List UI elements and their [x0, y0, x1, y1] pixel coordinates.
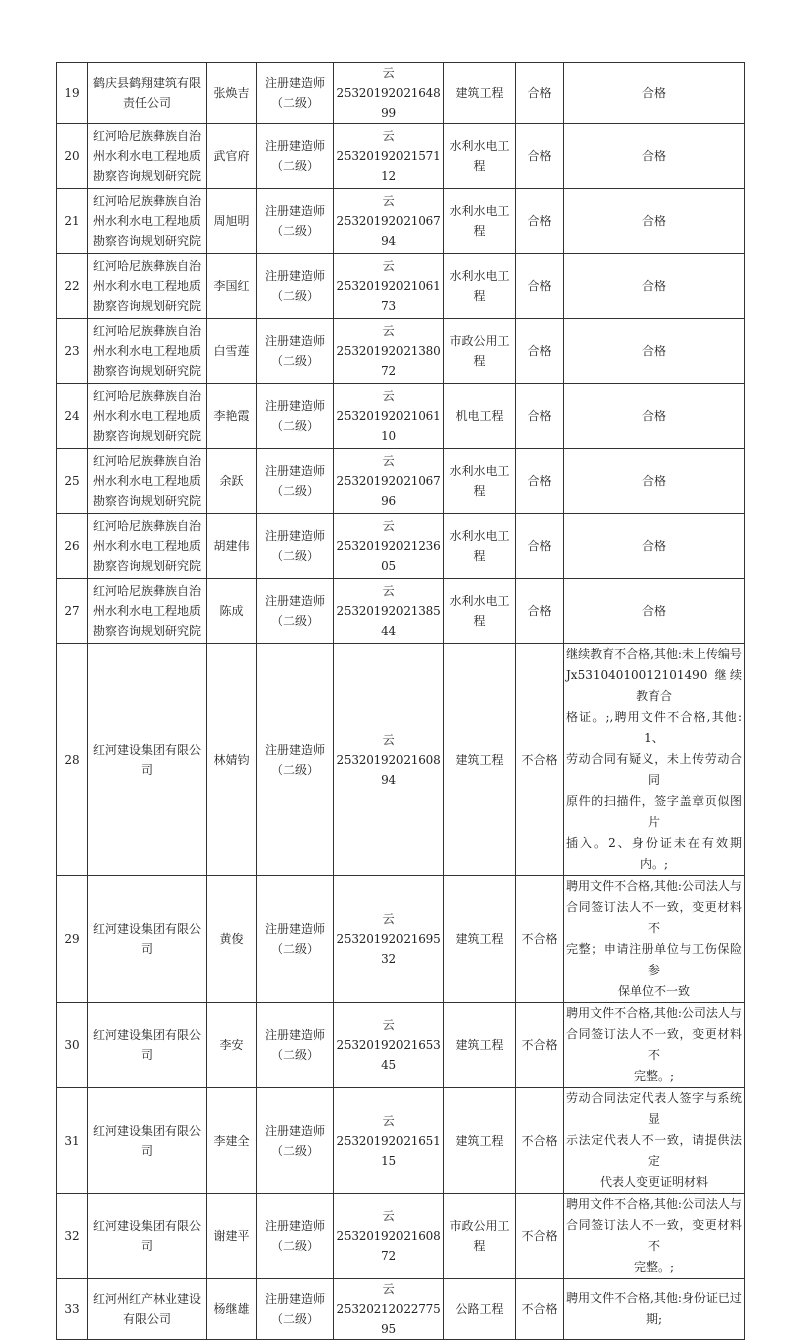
certificate-type-line: （二级） [270, 484, 319, 498]
certificate-type-line: （二级） [270, 1312, 319, 1326]
certificate-type-line: 注册建造师 [264, 529, 325, 543]
registration-number [334, 1003, 444, 1088]
company-name-line: 鹤庆县鹤翔建筑有限 [92, 76, 201, 90]
major-line: 水利水电工 [449, 204, 510, 218]
table-row [57, 1194, 745, 1279]
company-name-line: 红河州红产林业建设 [92, 1292, 201, 1306]
registration-number-line: 云 [382, 259, 395, 273]
major [444, 254, 516, 319]
certificate-type-line: 注册建造师 [264, 1123, 325, 1138]
table-row [57, 876, 745, 1003]
row-number: 26 [57, 514, 88, 579]
major [444, 579, 516, 644]
major-line: 水利水电工 [449, 529, 510, 543]
person-name: 林婧钧 [207, 644, 257, 876]
table-row [57, 254, 745, 319]
row-number: 21 [57, 189, 88, 254]
company-name [88, 124, 207, 189]
registration-number-line: 云 [382, 389, 395, 403]
registration-number-line: 云 [382, 1282, 395, 1296]
row-number: 27 [57, 579, 88, 644]
company-name-line: 勘察咨询规划研究院 [92, 559, 201, 573]
registration-number [334, 1194, 444, 1279]
certificate-type-line: （二级） [270, 419, 319, 433]
company-name-line: 州水利水电工程地质 [92, 474, 201, 488]
review-result: 合格 [516, 124, 564, 189]
company-name [88, 63, 207, 124]
major-line: 程 [473, 549, 486, 563]
certificate-type [257, 876, 334, 1003]
certificate-type-line: 注册建造师 [264, 139, 325, 153]
major [444, 514, 516, 579]
remark [564, 189, 745, 254]
review-result: 不合格 [516, 1003, 564, 1088]
table-row [57, 449, 745, 514]
remark-line: 示法定代表人不一致，请提供法定 [566, 1133, 742, 1168]
company-name [88, 1279, 207, 1340]
certificate-type [257, 644, 334, 876]
company-name-line: 勘察咨询规划研究院 [92, 624, 201, 638]
certificate-type-line: （二级） [270, 1048, 319, 1062]
registration-number [334, 579, 444, 644]
certificate-type-line: （二级） [270, 354, 319, 368]
registration-number-line: 云 [382, 454, 395, 468]
registration-number [334, 63, 444, 124]
registration-number-line: 2532019202169532 [336, 932, 441, 966]
remark [564, 579, 745, 644]
remark-line: 合格 [641, 604, 666, 618]
remark-line: 劳动合同法定代表人签字与系统显 [566, 1091, 742, 1126]
person-name: 黄俊 [207, 876, 257, 1003]
registration-number [334, 384, 444, 449]
registration-number-line: 2532019202106794 [336, 214, 441, 248]
remark-line: 继续教育不合格,其他:未上传编号 [566, 647, 742, 661]
company-name-line: 勘察咨询规划研究院 [92, 429, 201, 443]
major [444, 1003, 516, 1088]
person-name: 周旭明 [207, 189, 257, 254]
remark-line: 聘用文件不合格,其他:公司法人与 [566, 879, 742, 893]
review-result: 合格 [516, 384, 564, 449]
table-row [57, 579, 745, 644]
major-line: 市政公用工 [449, 334, 510, 348]
table-row [57, 384, 745, 449]
table-row [57, 1279, 745, 1340]
certificate-type-line: 注册建造师 [264, 1028, 325, 1042]
person-name: 谢建平 [207, 1194, 257, 1279]
company-name-line: 有限公司 [122, 1312, 171, 1326]
row-number: 23 [57, 319, 88, 384]
row-number: 29 [57, 876, 88, 1003]
company-name-line: 州水利水电工程地质 [92, 214, 201, 228]
remark [564, 384, 745, 449]
company-name [88, 384, 207, 449]
remark-line: 期; [645, 1312, 663, 1326]
registration-number-line: 云 [382, 1209, 395, 1223]
major-line: 水利水电工 [449, 594, 510, 608]
person-name: 陈成 [207, 579, 257, 644]
certificate-type-line: （二级） [270, 1239, 319, 1253]
remark [564, 514, 745, 579]
major-line: 市政公用工 [449, 1219, 510, 1233]
registration-number [334, 876, 444, 1003]
company-name [88, 876, 207, 1003]
remark-line: 合格 [641, 279, 666, 293]
review-result: 合格 [516, 189, 564, 254]
company-name-line: 红河哈尼族彝族自治 [92, 454, 201, 468]
remark [564, 254, 745, 319]
registration-number-line: 2532019202106796 [336, 474, 441, 508]
registration-number-line: 2532019202106173 [336, 279, 441, 313]
person-name: 杨继雄 [207, 1279, 257, 1340]
registration-number [334, 319, 444, 384]
certificate-type-line: （二级） [270, 159, 319, 173]
person-name: 李艳霞 [207, 384, 257, 449]
registration-number-line: 云 [382, 66, 395, 80]
certificate-type-line: （二级） [270, 1143, 319, 1158]
company-name-line: 红河建设集团有限公 [92, 1028, 201, 1042]
remark-line: 合同签订法人不一致，变更材料不 [566, 900, 742, 935]
company-name-line: 勘察咨询规划研究院 [92, 494, 201, 508]
person-name: 余跃 [207, 449, 257, 514]
major-line: 建筑工程 [455, 1133, 504, 1148]
company-name-line: 司 [140, 942, 153, 956]
company-name-line: 红河哈尼族彝族自治 [92, 389, 201, 403]
major [444, 1194, 516, 1279]
table-row [57, 63, 745, 124]
major-line: 建筑工程 [455, 932, 504, 946]
remark-line: 保单位不一致 [617, 984, 690, 998]
certificate-type [257, 1003, 334, 1088]
review-result: 合格 [516, 254, 564, 319]
company-name-line: 红河哈尼族彝族自治 [92, 519, 201, 533]
remark-line: 合同签订法人不一致，变更材料不 [566, 1218, 742, 1253]
company-name-line: 红河哈尼族彝族自治 [92, 584, 201, 598]
company-name-line: 州水利水电工程地质 [92, 409, 201, 423]
row-number: 31 [57, 1088, 88, 1194]
person-name: 李建全 [207, 1088, 257, 1194]
remark-line: 合格 [641, 474, 666, 488]
company-name-line: 红河建设集团有限公 [92, 1123, 201, 1138]
remark-line: 完整。; [633, 1260, 675, 1274]
remark [564, 876, 745, 1003]
remark [564, 449, 745, 514]
major [444, 319, 516, 384]
certificate-type-line: 注册建造师 [264, 742, 325, 757]
registration-number-line: 云 [382, 1113, 395, 1128]
remark-line: 聘用文件不合格,其他:公司法人与 [566, 1197, 742, 1211]
registration-number [334, 254, 444, 319]
review-result: 合格 [516, 63, 564, 124]
certificate-type [257, 514, 334, 579]
table-row [57, 189, 745, 254]
major-line: 水利水电工 [449, 464, 510, 478]
major-line: 建筑工程 [455, 86, 504, 100]
registration-number-line: 云 [382, 519, 395, 533]
company-name-line: 红河建设集团有限公 [92, 1219, 201, 1233]
table-row [57, 644, 745, 876]
company-name-line: 州水利水电工程地质 [92, 149, 201, 163]
registration-number-line: 云 [382, 1018, 395, 1032]
remark [564, 1279, 745, 1340]
major [444, 384, 516, 449]
company-name-line: 勘察咨询规划研究院 [92, 299, 201, 313]
registration-number-line: 2532021202277595 [336, 1302, 441, 1336]
registration-number-line: 2532019202165115 [336, 1133, 441, 1168]
remark [564, 1088, 745, 1194]
company-name [88, 1088, 207, 1194]
person-name: 李国红 [207, 254, 257, 319]
major-line: 程 [473, 289, 486, 303]
major [444, 1088, 516, 1194]
major-line: 程 [473, 354, 486, 368]
person-name: 胡建伟 [207, 514, 257, 579]
table-row [57, 1003, 745, 1088]
company-name-line: 红河哈尼族彝族自治 [92, 259, 201, 273]
certificate-type [257, 254, 334, 319]
remark-line: 完整。; [633, 1069, 675, 1083]
remark-line: 劳动合同有疑义，未上传劳动合同 [566, 752, 742, 787]
company-name-line: 州水利水电工程地质 [92, 279, 201, 293]
registration-number [334, 1279, 444, 1340]
certificate-type-line: （二级） [270, 224, 319, 238]
company-name-line: 司 [140, 1048, 153, 1062]
row-number: 25 [57, 449, 88, 514]
registration-number [334, 449, 444, 514]
company-name-line: 司 [140, 1143, 153, 1158]
company-name [88, 644, 207, 876]
review-result: 不合格 [516, 1279, 564, 1340]
major [444, 63, 516, 124]
company-name-line: 勘察咨询规划研究院 [92, 169, 201, 183]
major-line: 程 [473, 484, 486, 498]
company-name [88, 189, 207, 254]
certificate-type-line: （二级） [270, 289, 319, 303]
certificate-type [257, 1088, 334, 1194]
review-result: 合格 [516, 579, 564, 644]
certificate-type-line: （二级） [270, 942, 319, 956]
registration-number [334, 124, 444, 189]
remark-line: 合格 [641, 539, 666, 553]
registration-number-line: 2532019202138544 [336, 604, 441, 638]
remark-line: 合格 [641, 344, 666, 358]
remark-line: 原件的扫描件，签字盖章页似图片 [566, 794, 742, 829]
company-name-line: 红河哈尼族彝族自治 [92, 129, 201, 143]
certificate-type [257, 579, 334, 644]
certificate-type-line: 注册建造师 [264, 204, 325, 218]
certificate-type [257, 1194, 334, 1279]
company-name-line: 红河建设集团有限公 [92, 742, 201, 757]
major-line: 建筑工程 [455, 752, 504, 767]
certificate-type [257, 124, 334, 189]
certificate-type [257, 1279, 334, 1340]
major-line: 建筑工程 [455, 1038, 504, 1052]
row-number: 32 [57, 1194, 88, 1279]
registration-number [334, 1088, 444, 1194]
certificate-type [257, 449, 334, 514]
remark [564, 319, 745, 384]
certificate-type-line: 注册建造师 [264, 1292, 325, 1306]
company-name-line: 司 [140, 762, 153, 777]
major-line: 水利水电工 [449, 139, 510, 153]
row-number: 33 [57, 1279, 88, 1340]
table-row [57, 514, 745, 579]
remark-line: 合格 [641, 214, 666, 228]
certificate-type-line: 注册建造师 [264, 334, 325, 348]
remark [564, 644, 745, 876]
company-name-line: 州水利水电工程地质 [92, 539, 201, 553]
registration-number-line: 云 [382, 732, 395, 747]
review-result: 合格 [516, 449, 564, 514]
company-name [88, 579, 207, 644]
registration-number-line: 2532019202165345 [336, 1038, 441, 1072]
certificate-type-line: 注册建造师 [264, 1219, 325, 1233]
review-result: 不合格 [516, 1194, 564, 1279]
company-name-line: 责任公司 [122, 96, 171, 110]
major-line: 程 [473, 1239, 486, 1253]
company-name [88, 254, 207, 319]
registration-number-line: 2532019202123605 [336, 539, 441, 573]
company-name [88, 319, 207, 384]
row-number: 19 [57, 63, 88, 124]
remark-line: 合格 [641, 149, 666, 163]
company-name-line: 勘察咨询规划研究院 [92, 234, 201, 248]
registration-number-line: 2532019202138072 [336, 344, 441, 378]
remark [564, 1003, 745, 1088]
major-line: 程 [473, 614, 486, 628]
company-name [88, 1194, 207, 1279]
certificate-type [257, 63, 334, 124]
row-number: 28 [57, 644, 88, 876]
remark-line: 聘用文件不合格,其他:公司法人与 [566, 1006, 742, 1020]
certificate-type-line: （二级） [270, 549, 319, 563]
row-number: 24 [57, 384, 88, 449]
registration-number [334, 514, 444, 579]
review-results-table [56, 62, 745, 1340]
company-name-line: 勘察咨询规划研究院 [92, 364, 201, 378]
registration-number-line: 2532019202164899 [336, 86, 441, 120]
registration-number-line: 云 [382, 324, 395, 338]
major-line: 机电工程 [455, 409, 504, 423]
certificate-type-line: 注册建造师 [264, 594, 325, 608]
registration-number-line: 2532019202160894 [336, 752, 441, 787]
registration-number-line: 2532019202157112 [336, 149, 441, 183]
registration-number [334, 644, 444, 876]
company-name-line: 红河建设集团有限公 [92, 922, 201, 936]
remark-line: Jx53104010012101490 继续教育合 [566, 668, 742, 703]
company-name [88, 449, 207, 514]
certificate-type [257, 319, 334, 384]
certificate-type-line: 注册建造师 [264, 464, 325, 478]
certificate-type-line: 注册建造师 [264, 399, 325, 413]
person-name: 白雪莲 [207, 319, 257, 384]
major [444, 449, 516, 514]
company-name-line: 州水利水电工程地质 [92, 604, 201, 618]
remark [564, 124, 745, 189]
major-line: 程 [473, 159, 486, 173]
certificate-type [257, 384, 334, 449]
company-name-line: 司 [140, 1239, 153, 1253]
company-name [88, 1003, 207, 1088]
registration-number-line: 云 [382, 584, 395, 598]
major [444, 1279, 516, 1340]
remark-line: 合格 [641, 86, 666, 100]
person-name: 李安 [207, 1003, 257, 1088]
certificate-type-line: 注册建造师 [264, 922, 325, 936]
major-line: 水利水电工 [449, 269, 510, 283]
major [444, 189, 516, 254]
major [444, 876, 516, 1003]
major [444, 644, 516, 876]
remark-line: 完整；申请注册单位与工伤保险参 [566, 942, 742, 977]
certificate-type-line: （二级） [270, 762, 319, 777]
certificate-type-line: 注册建造师 [264, 269, 325, 283]
registration-number-line: 云 [382, 129, 395, 143]
review-result: 不合格 [516, 876, 564, 1003]
company-name-line: 红河哈尼族彝族自治 [92, 194, 201, 208]
row-number: 20 [57, 124, 88, 189]
company-name [88, 514, 207, 579]
table-row [57, 319, 745, 384]
review-result: 不合格 [516, 1088, 564, 1194]
remark-line: 插入。2、身份证未在有效期内。; [566, 836, 742, 871]
remark-line: 合同签订法人不一致，变更材料不 [566, 1027, 742, 1062]
table-row [57, 1088, 745, 1194]
registration-number-line: 2532019202160872 [336, 1229, 441, 1263]
company-name-line: 红河哈尼族彝族自治 [92, 324, 201, 338]
row-number: 22 [57, 254, 88, 319]
major-line: 程 [473, 224, 486, 238]
table-row [57, 124, 745, 189]
remark-line: 代表人变更证明材料 [599, 1175, 708, 1189]
certificate-type-line: 注册建造师 [264, 76, 325, 90]
certificate-type-line: （二级） [270, 96, 319, 110]
remark [564, 63, 745, 124]
person-name: 武官府 [207, 124, 257, 189]
registration-number-line: 云 [382, 912, 395, 926]
review-result: 合格 [516, 514, 564, 579]
remark-line: 格证。;,聘用文件不合格,其他:1、 [566, 710, 742, 745]
remark-line: 合格 [641, 409, 666, 423]
table-body [57, 63, 745, 1340]
major [444, 124, 516, 189]
registration-number [334, 189, 444, 254]
registration-number-line: 2532019202106110 [336, 409, 441, 443]
remark-line: 聘用文件不合格,其他:身份证已过 [566, 1291, 742, 1305]
row-number: 30 [57, 1003, 88, 1088]
certificate-type [257, 189, 334, 254]
person-name: 张焕吉 [207, 63, 257, 124]
company-name-line: 州水利水电工程地质 [92, 344, 201, 358]
remark [564, 1194, 745, 1279]
review-result: 合格 [516, 319, 564, 384]
certificate-type-line: （二级） [270, 614, 319, 628]
major-line: 公路工程 [455, 1302, 504, 1316]
registration-number-line: 云 [382, 194, 395, 208]
review-result: 不合格 [516, 644, 564, 876]
